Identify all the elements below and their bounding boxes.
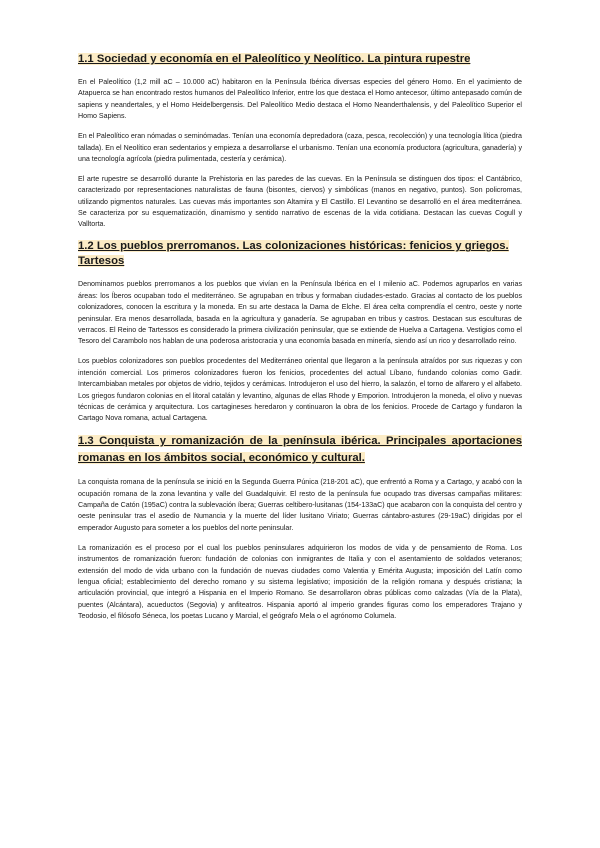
section-heading: 1.3 Conquista y romanización de la península ibérica. Principales aportaciones romanas en los ámbitos social, económico y cultural. [78,435,522,465]
section-heading: 1.1 Sociedad y economía en el Paleolítico y Neolítico. La pintura rupestre [78,53,471,65]
paragraph: Los pueblos colonizadores son pueblos procedentes del Mediterráneo oriental que llegaron a la península atraídos por sus riquezas y con intención comercial. Los primeros colonizadores fueron los fenicios, procedentes del actual Líbano, fundando colonias como Gadir. Intercambiaban metales por objetos de vidrio, tejidos y cerámicas. Introdujeron el uso del hierro, la salazón, el torno de alfarero y el alfabeto. Los griegos fundaron colonias en el litoral catalán y levantino, algunas de ellas Rhode y Emporion. Introdujeron la moneda, el olivo y nuevas técnicas de cerámica y arquitectura. Los cartagineses heredaron y continuaron la obra de los fenicios. Procede de Cartago y fundaron la Cartago Nova romana, actual Cartagena. [78,357,522,423]
paragraph: En el Paleolítico eran nómadas o seminómadas. Tenían una economía depredadora (caza, pesca, recolección) y una tecnología lítica (piedra tallada). En el Neolítico eran sedentarios y empieza a desarrollarse el urbanismo. Tenían una economía productora (agricultura, ganadería) y una tecnología agrícola (piedra pulimentada, cestería y cerámica). [78,132,522,163]
section-heading: 1.2 Los pueblos prerromanos. Las colonizaciones históricas: fenicios y griegos. Tartesos [78,240,509,268]
paragraph: Denominamos pueblos prerromanos a los pueblos que vivían en la Península Ibérica en el I milenio aC. Podemos agruparlos en varias áreas: los Íberos ocupaban todo el mediterráneo. Se agrupaban en tribus y formaban ciudades-estado. Gracias al contacto de los pueblos colonizadores, conocen la escritura y la moneda. En su arte destaca la Dama de Elche. El área celta comprendía el centro, oeste y norte peninsular. Era menos desarrollada, basada en la agricultura y ganadería. Se agrupaban en tribus y castros. Destacan sus esculturas de verracos. El Reino de Tartessos es considerado la primera civilización peninsular, que se extiende de Huelva a Cartagena. Vestigios como el Tesoro del Carambolo nos hablan de una poderosa aristocracia y una economía basada en minería, siendo así un rico y desarrollado reino. [78,280,522,346]
section-paleolitico-neolitico [78,52,522,231]
section-pueblos-prerromanos [78,239,522,424]
section-conquista-romanizacion [78,433,522,622]
paragraph: La conquista romana de la península se inició en la Segunda Guerra Púnica (218-201 aC), que enfrentó a Roma y a Cartago, y acabó con la ocupación romana de la zona levantina y valle del Guadalquivir. El resto de la península fue ocupado tras diversas campañas militares: Campaña de Catón (195aC) contra la sublevación íbera; Guerras celtibero-lusitanas (154-133aC) que acabaron con la conquista del centro y oeste peninsular tras el asedio de Numancia y la muerte del líder lusitano Viriato; Guerras cántabro-astures (29-19aC) dirigidas por el emperador Augusto para someter a los pueblos del norte peninsular. [78,478,522,532]
paragraph: El arte rupestre se desarrolló durante la Prehistoria en las paredes de las cuevas. En la Península se distinguen dos tipos: el Cantábrico, caracterizado por representaciones naturalistas de fauna (bisontes, ciervos) y simbólicas (manos en negativo, puntos). Son policromas, utilizando pigmentos naturales. Las cuevas más importantes son Altamira y El Castillo. El Levantino se desarrolló en el área mediterránea. Se caracteriza por su esquematización, dinamismo y sentido narrativo de escenas de la vida cotidiana. Destacan las cuevas Cogull y Valltorta. [78,174,522,229]
paragraph: En el Paleolítico (1,2 mill aC – 10.000 aC) habitaron en la Península Ibérica diversas especies del género Homo. En el yacimiento de Atapuerca se han encontrado restos humanos del Paleolítico Inferior, entre los que destaca el Homo antecesor, último antepasado común de sapiens y neandertales, y el Homo Heidelbergensis. Del Paleolítico Medio destaca el Homo Neanderthalensis, y del Paleolítico Superior el Homo Sapiens. [78,78,522,121]
document-page [78,52,522,631]
paragraph: La romanización es el proceso por el cual los pueblos peninsulares adquirieron los modos de vida y de pensamiento de Roma. Los instrumentos de romanización fueron: fundación de colonias con inmigrantes de Italia y con el asentamiento de soldados veteranos; extensión del modo de vida urbano con la fundación de nuevas ciudades como Valentia y Emérita Augusta; imposición del Latín como lengua oficial; establecimiento del derecho romano y su sistema legislativo; imposición de la religión romana y después cristiana; la articulación provincial, que integró a Hispania en el Imperio Romano. Se desarrollaron obras públicas como calzadas (Vía de la Plata), puentes (Alcántara), acueductos (Segovia) y anfiteatros. Hispania aportó al imperio grandes figuras como los emperadores Trajano y Teodosio, el filósofo Séneca, los poetas Lucano y Marcial, el geógrafo Mela o el agrónomo Columela. [78,543,522,621]
